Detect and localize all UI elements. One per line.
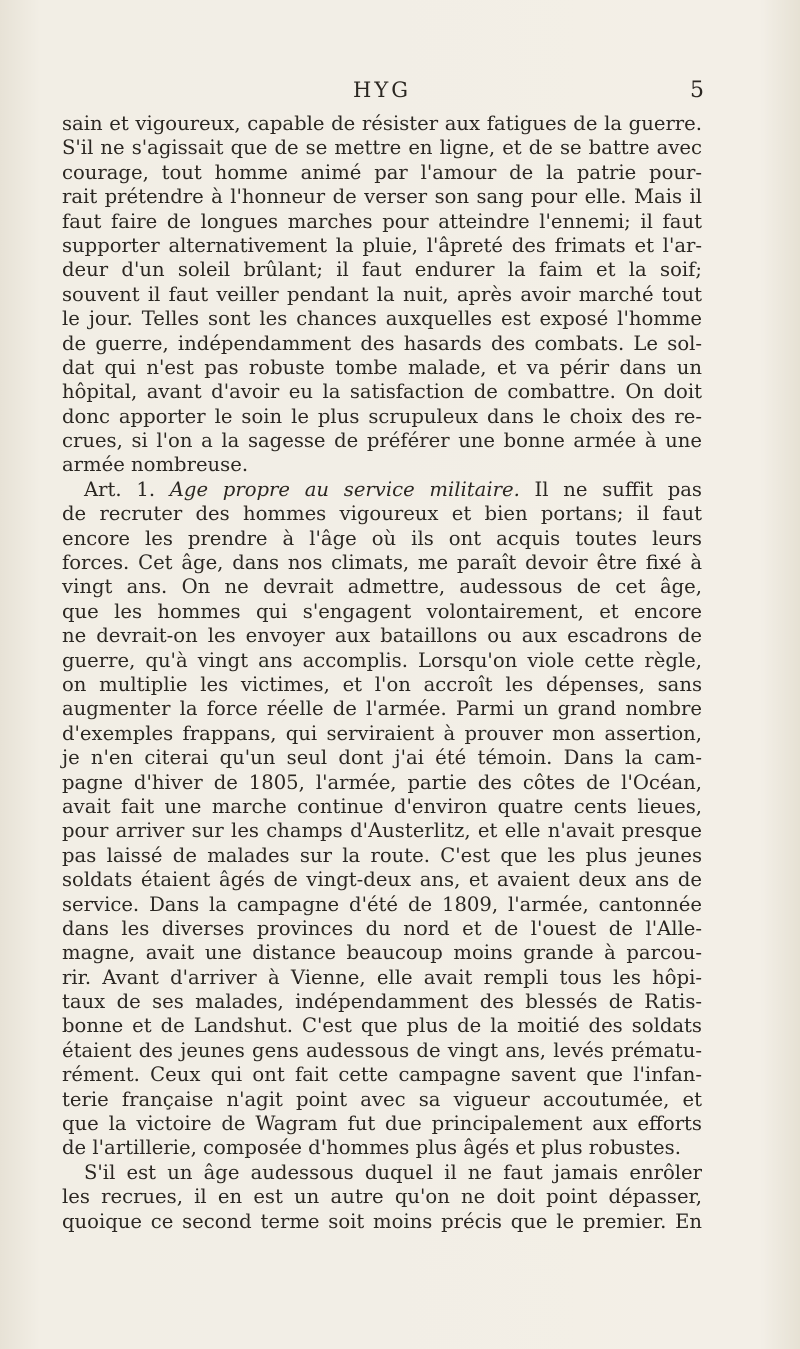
- text-line: service. Dans la campagne d'été de 1809, l'armée, cantonnée: [62, 892, 702, 916]
- text-line: rément. Ceux qui ont fait cette campagne savent que l'infan-: [62, 1063, 702, 1087]
- text-line: deur d'un soleil brûlant; il faut endurer la faim et la soif;: [62, 258, 702, 282]
- text-line: hôpital, avant d'avoir eu la satisfaction de combattre. On doit: [62, 380, 702, 404]
- text-line: pagne d'hiver de 1805, l'armée, partie des côtes de l'Océan,: [62, 770, 702, 794]
- text-line: de guerre, indépendamment des hasards des combats. Le sol-: [62, 331, 702, 355]
- text-line: guerre, qu'à vingt ans accomplis. Lorsqu'on viole cette règle,: [62, 648, 702, 672]
- text-line: S'il est un âge audessous duquel il ne faut jamais enrôler: [84, 1160, 702, 1184]
- text-line: de recruter des hommes vigoureux et bien portans; il faut: [62, 502, 702, 526]
- text-line: ne devrait-on les envoyer aux bataillons ou aux escadrons de: [62, 624, 702, 648]
- body-text: [62, 112, 702, 1234]
- text-line: d'exemples frappans, qui serviraient à prouver mon assertion,: [62, 721, 702, 745]
- text-line: le jour. Telles sont les chances auxquelles est exposé l'homme: [62, 307, 702, 331]
- text-line: quoique ce second terme soit moins précis que le premier. En: [62, 1209, 702, 1233]
- text-line: magne, avait une distance beaucoup moins grande à parcou-: [62, 941, 702, 965]
- text-line: faut faire de longues marches pour atteindre l'ennemi; il faut: [62, 209, 702, 233]
- text-line: de l'artillerie, composée d'hommes plus âgés et plus robustes.: [62, 1136, 681, 1160]
- text-line: supporter alternativement la pluie, l'âpreté des frimats et l'ar-: [62, 233, 702, 257]
- running-title: HYG: [353, 78, 411, 102]
- text-line: taux de ses malades, indépendamment des blessés de Ratis-: [62, 990, 702, 1014]
- article-heading-line: [62, 478, 702, 502]
- text-line: souvent il faut veiller pendant la nuit, après avoir marché tout: [62, 282, 702, 306]
- text-line: sain et vigoureux, capable de résister aux fatigues de la guerre.: [62, 112, 702, 135]
- text-line: avait fait une marche continue d'environ quatre cents lieues,: [62, 794, 702, 818]
- article-title: Age propre au service militaire.: [169, 477, 520, 501]
- text-line: courage, tout homme animé par l'amour de la patrie pour-: [62, 160, 702, 184]
- text-line: je n'en citerai qu'un seul dont j'ai été témoin. Dans la cam-: [62, 746, 702, 770]
- text-line: étaient des jeunes gens audessous de vingt ans, levés prématu-: [62, 1038, 702, 1062]
- text-line: crues, si l'on a la sagesse de préférer une bonne armée à une: [62, 429, 702, 453]
- page-header: [62, 78, 702, 106]
- text-line: augmenter la force réelle de l'armée. Parmi un grand nombre: [62, 697, 702, 721]
- text-line: vingt ans. On ne devrait admettre, audessous de cet âge,: [62, 575, 702, 599]
- text-line: on multiplie les victimes, et l'on accroît les dépenses, sans: [62, 672, 702, 696]
- text-line: encore les prendre à l'âge où ils ont acquis toutes leurs: [62, 526, 702, 550]
- text-line: que les hommes qui s'engagent volontairement, et encore: [62, 599, 702, 623]
- text-line: S'il ne s'agissait que de se mettre en ligne, et de se battre avec: [62, 136, 702, 160]
- text-line: pour arriver sur les champs d'Austerlitz, et elle n'avait presque: [62, 819, 702, 843]
- article-text: Il ne suffit pas: [519, 477, 702, 501]
- text-line: terie française n'agit point avec sa vigueur accoutumée, et: [62, 1087, 702, 1111]
- text-line: armée nombreuse.: [62, 453, 249, 477]
- text-line: forces. Cet âge, dans nos climats, me paraît devoir être fixé à: [62, 551, 702, 575]
- text-line: dans les diverses provinces du nord et de l'ouest de l'Alle-: [62, 916, 702, 940]
- text-line: bonne et de Landshut. C'est que plus de la moitié des soldats: [62, 1014, 702, 1038]
- text-line: dat qui n'est pas robuste tombe malade, et va périr dans un: [62, 355, 702, 379]
- text-line: rir. Avant d'arriver à Vienne, elle avait rempli tous les hôpi-: [62, 965, 702, 989]
- text-line: soldats étaient âgés de vingt-deux ans, et avaient deux ans de: [62, 868, 702, 892]
- article-number: Art. 1.: [84, 477, 170, 501]
- page-number: 5: [690, 78, 704, 103]
- text-line: que la victoire de Wagram fut due principalement aux efforts: [62, 1112, 702, 1136]
- text-line: pas laissé de malades sur la route. C'est que les plus jeunes: [62, 843, 702, 867]
- text-line: rait prétendre à l'honneur de verser son sang pour elle. Mais il: [62, 185, 702, 209]
- text-line: donc apporter le soin le plus scrupuleux dans le choix des re-: [62, 404, 702, 428]
- text-line: les recrues, il en est un autre qu'on ne doit point dépasser,: [62, 1185, 702, 1209]
